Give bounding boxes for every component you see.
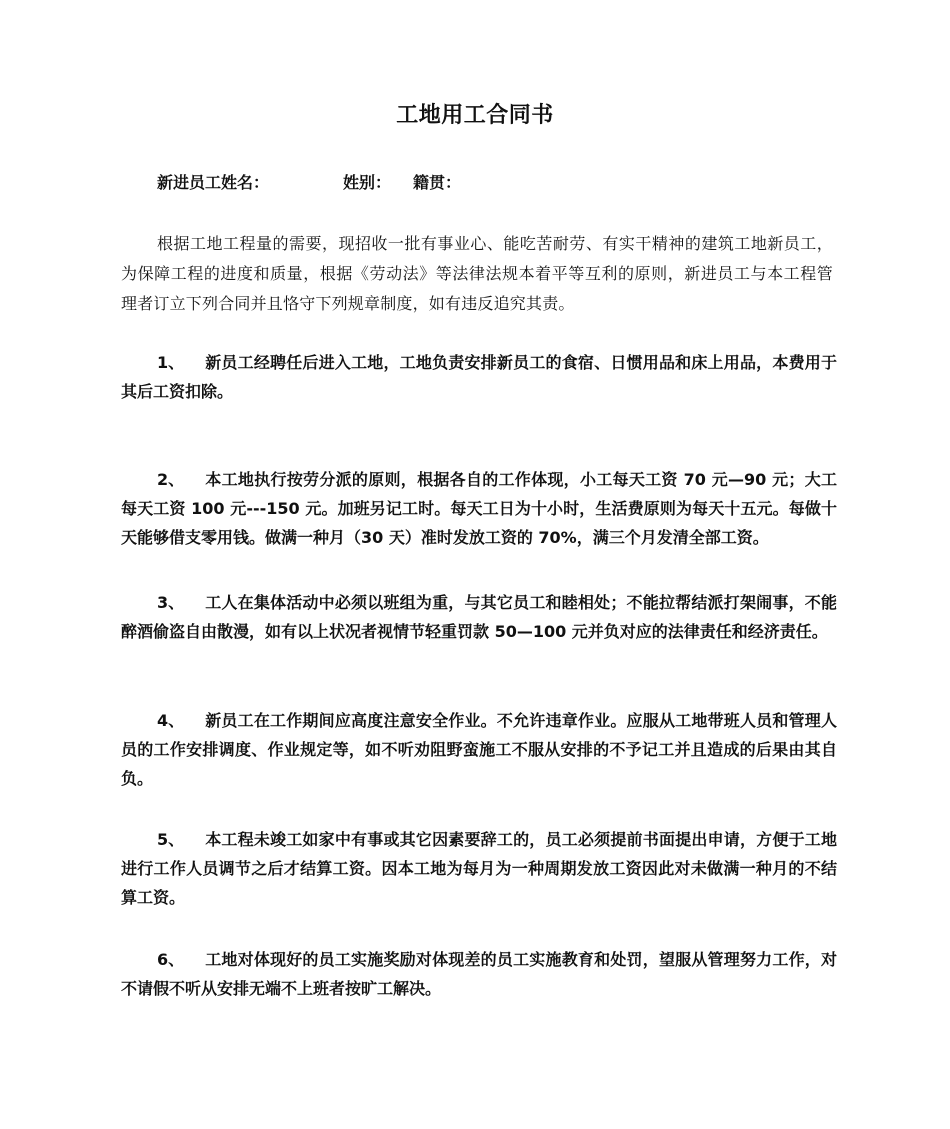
clause-text: 工人在集体活动中必须以班组为重，与其它员工和睦相处；不能拉帮结派打架闹事，不能醉酒偷盗自由散漫，如有以上状况者视情节轻重罚款 50—100 元并负对应的法律责任和经济责任。 <box>121 593 837 641</box>
clause-number: 6、 <box>157 950 185 969</box>
clause-item <box>121 465 837 552</box>
clause-item <box>121 348 837 406</box>
origin-field-label: 籍贯： <box>413 173 462 192</box>
clause-item <box>121 706 837 793</box>
clause-item <box>121 825 837 912</box>
employee-info-fields <box>157 170 461 193</box>
clause-text: 本工程未竣工如家中有事或其它因素要辞工的，员工必须提前书面提出申请，方便于工地进行工作人员调节之后才结算工资。因本工地为每月为一种周期发放工资因此对未做满一种月的不结算工资。 <box>121 830 837 907</box>
clause-text: 工地对体现好的员工实施奖励对体现差的员工实施教育和处罚，望服从管理努力工作，对不请假不听从安排无端不上班者按旷工解决。 <box>121 950 837 998</box>
intro-paragraph: 根据工地工程量的需要，现招收一批有事业心、能吃苦耐劳、有实干精神的建筑工地新员工，为保障工程的进度和质量，根据《劳动法》等法律法规本着平等互利的原则，新进员工与本工程管理者订立下列合同并且恪守下列规章制度，如有违反追究其责。 <box>121 234 833 313</box>
clause-number: 3、 <box>157 593 185 612</box>
document-title: 工地用工合同书 <box>396 103 554 128</box>
clause-number: 5、 <box>157 830 185 849</box>
clause-text: 本工地执行按劳分派的原则，根据各自的工作体现，小工每天工资 70 元—90 元；大工每天工资 100 元---150 元。加班另记工时。每天工日为十小时，生活费原则为每天十五元。每做十天能够借支零用钱。做满一种月（30 天）准时发放工资的 70%，满三个月发清全部工资。 <box>121 470 837 547</box>
name-field-label: 新进员工姓名： <box>157 173 270 192</box>
clause-item <box>121 945 837 1003</box>
clause-number: 2、 <box>157 470 185 489</box>
clause-item <box>121 588 837 646</box>
clause-text: 新员工在工作期间应高度注意安全作业。不允许违章作业。应服从工地带班人员和管理人员的工作安排调度、作业规定等，如不听劝阻野蛮施工不服从安排的不予记工并且造成的后果由其自负。 <box>121 711 837 788</box>
gender-field-label: 姓别： <box>343 173 392 192</box>
clause-number: 4、 <box>157 711 185 730</box>
clause-number: 1、 <box>157 353 185 372</box>
clause-text: 新员工经聘任后进入工地，工地负责安排新员工的食宿、日惯用品和床上用品，本费用于其后工资扣除。 <box>121 353 837 401</box>
